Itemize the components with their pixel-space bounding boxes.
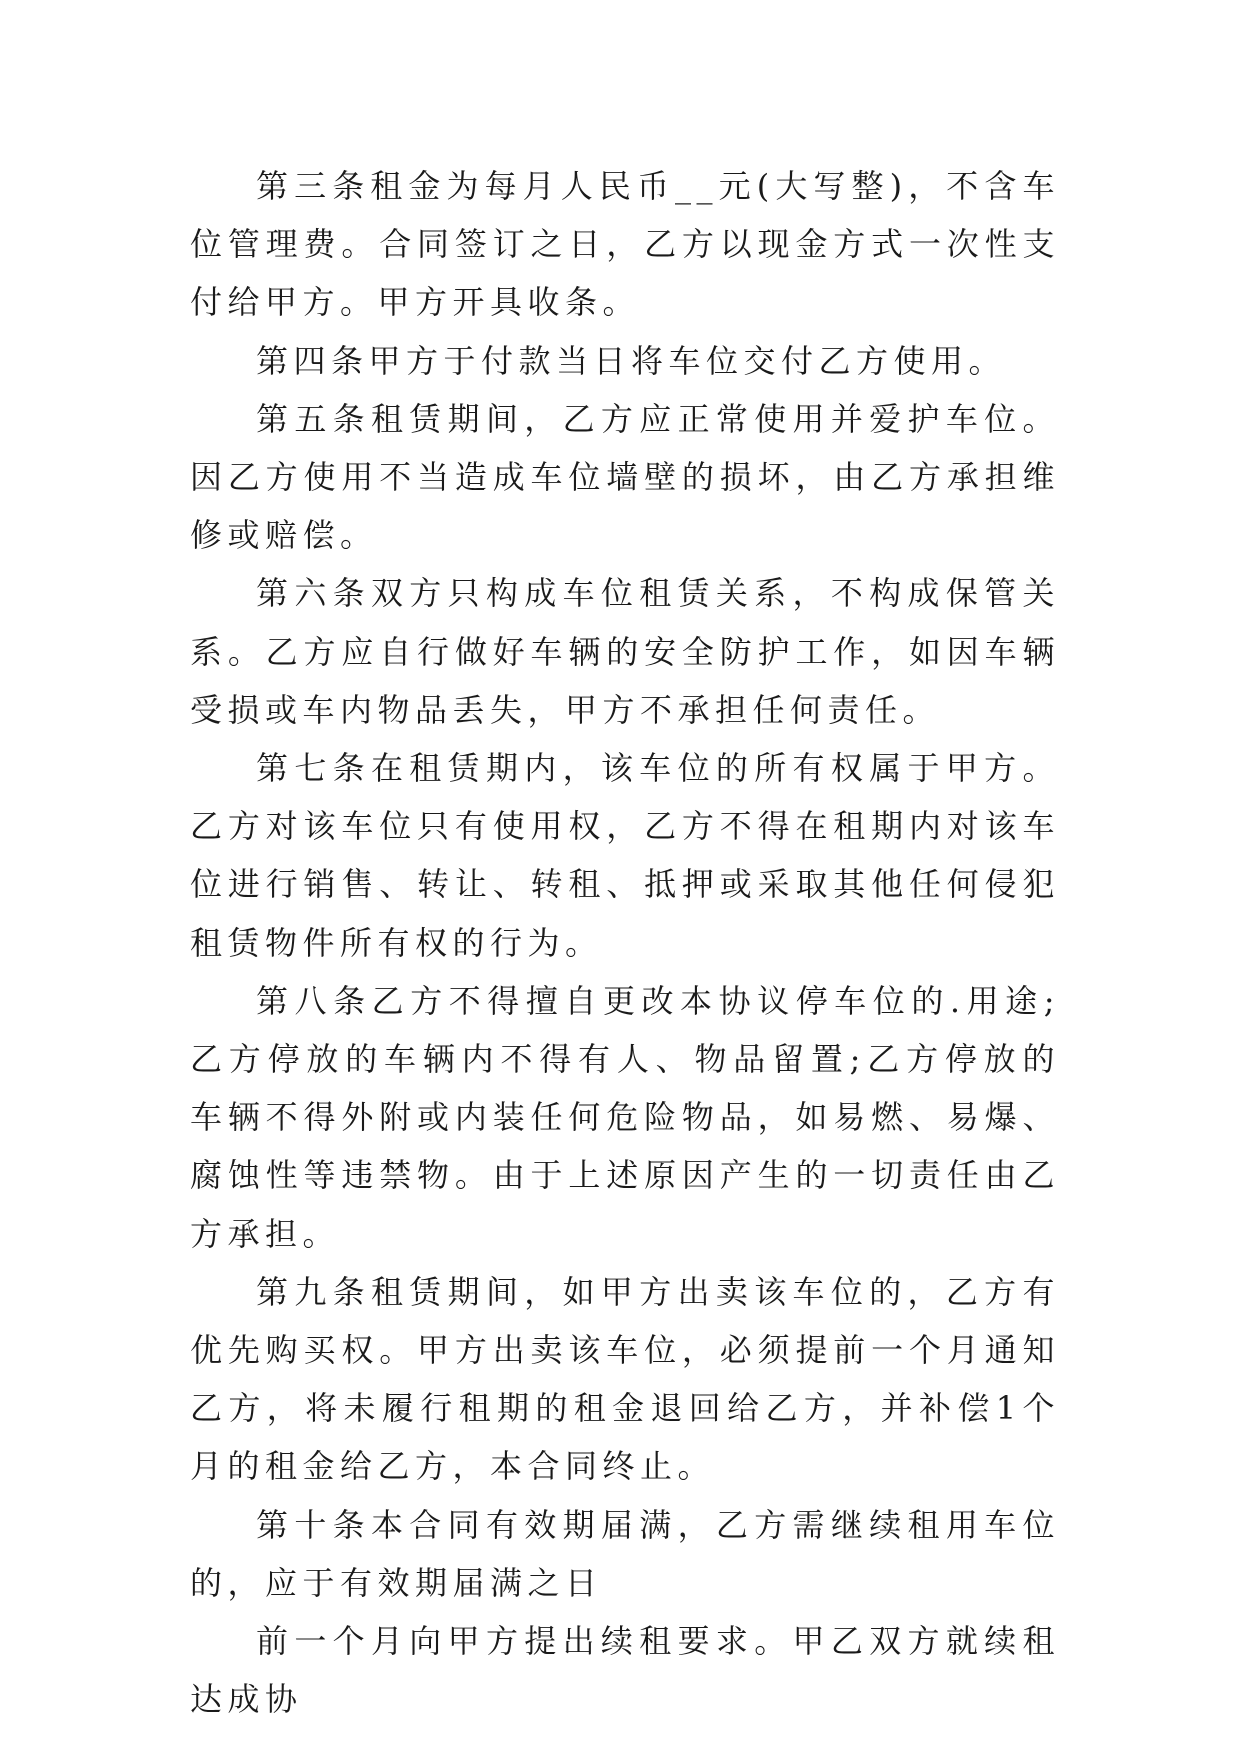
paragraph-article-4: 第四条甲方于付款当日将车位交付乙方使用。	[256, 341, 1007, 380]
paragraph-article-10: 第十条本合同有效期届满，乙方需继续租用车位的，应于有效期届满之日	[190, 1505, 1060, 1602]
paragraph-article-7: 第七条在租赁期内，该车位的所有权属于甲方。乙方对该车位只有使用权，乙方不得在租期内对该车位进行销售、转让、转租、抵押或采取其他任何侵犯租赁物件所有权的行为。	[190, 749, 1060, 962]
paragraph-article-3: 第三条租金为每月人民币__元(大写整)，不含车位管理费。合同签订之日，乙方以现金方式一次性支付给甲方。甲方开具收条。	[190, 167, 1060, 322]
paragraph-article-10-continued: 前一个月向甲方提出续租要求。甲乙双方就续租达成协	[190, 1622, 1060, 1719]
document-body	[190, 157, 1060, 1728]
paragraph-article-5: 第五条租赁期间，乙方应正常使用并爱护车位。因乙方使用不当造成车位墙壁的损坏，由乙方承担维修或赔偿。	[190, 399, 1060, 555]
paragraph-article-6: 第六条双方只构成车位租赁关系，不构成保管关系。乙方应自行做好车辆的安全防护工作，如因车辆受损或车内物品丢失，甲方不承担任何责任。	[190, 574, 1060, 729]
paragraph-article-8: 第八条乙方不得擅自更改本协议停车位的.用途;乙方停放的车辆内不得有人、物品留置;乙方停放的车辆不得外附或内装任何危险物品，如易燃、易爆、腐蚀性等违禁物。由于上述原因产生的一切责任由乙方承担。	[190, 981, 1060, 1253]
paragraph-article-9: 第九条租赁期间，如甲方出卖该车位的，乙方有优先购买权。甲方出卖该车位，必须提前一个月通知乙方，将未履行租期的租金退回给乙方，并补偿1个月的租金给乙方，本合同终止。	[190, 1272, 1060, 1486]
